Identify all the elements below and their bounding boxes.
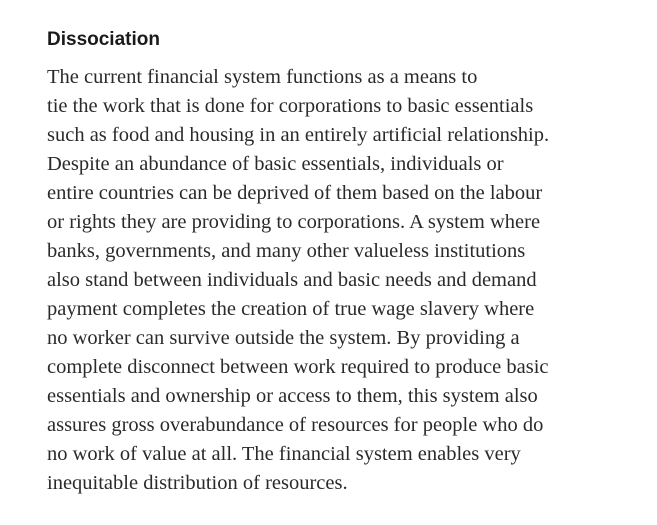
- paragraph-line: payment completes the creation of true wage slavery where: [47, 298, 535, 320]
- document-section: [47, 28, 647, 498]
- paragraph-line: inequitable distribution of resources.: [47, 472, 348, 494]
- paragraph-line: Despite an abundance of basic essentials, individuals or: [47, 153, 504, 175]
- paragraph-line: complete disconnect between work required to produce basic: [47, 356, 549, 378]
- paragraph-line: such as food and housing in an entirely artificial relationship.: [47, 124, 550, 146]
- paragraph-line: assures gross overabundance of resources for people who do: [47, 414, 544, 436]
- paragraph-line: no work of value at all. The financial system enables very: [47, 443, 521, 465]
- paragraph-line: or rights they are providing to corporations. A system where: [47, 211, 541, 233]
- paragraph-line: tie the work that is done for corporations to basic essentials: [47, 95, 534, 117]
- section-heading: Dissociation: [47, 29, 160, 50]
- paragraph-line: entire countries can be deprived of them based on the labour: [47, 182, 543, 204]
- paragraph-line: also stand between individuals and basic needs and demand: [47, 269, 537, 291]
- paragraph-line: The current financial system functions as a means to: [47, 66, 478, 88]
- section-paragraph: [47, 63, 647, 498]
- paragraph-line: essentials and ownership or access to them, this system also: [47, 385, 538, 407]
- paragraph-line: banks, governments, and many other valueless institutions: [47, 240, 526, 262]
- paragraph-line: no worker can survive outside the system. By providing a: [47, 327, 520, 349]
